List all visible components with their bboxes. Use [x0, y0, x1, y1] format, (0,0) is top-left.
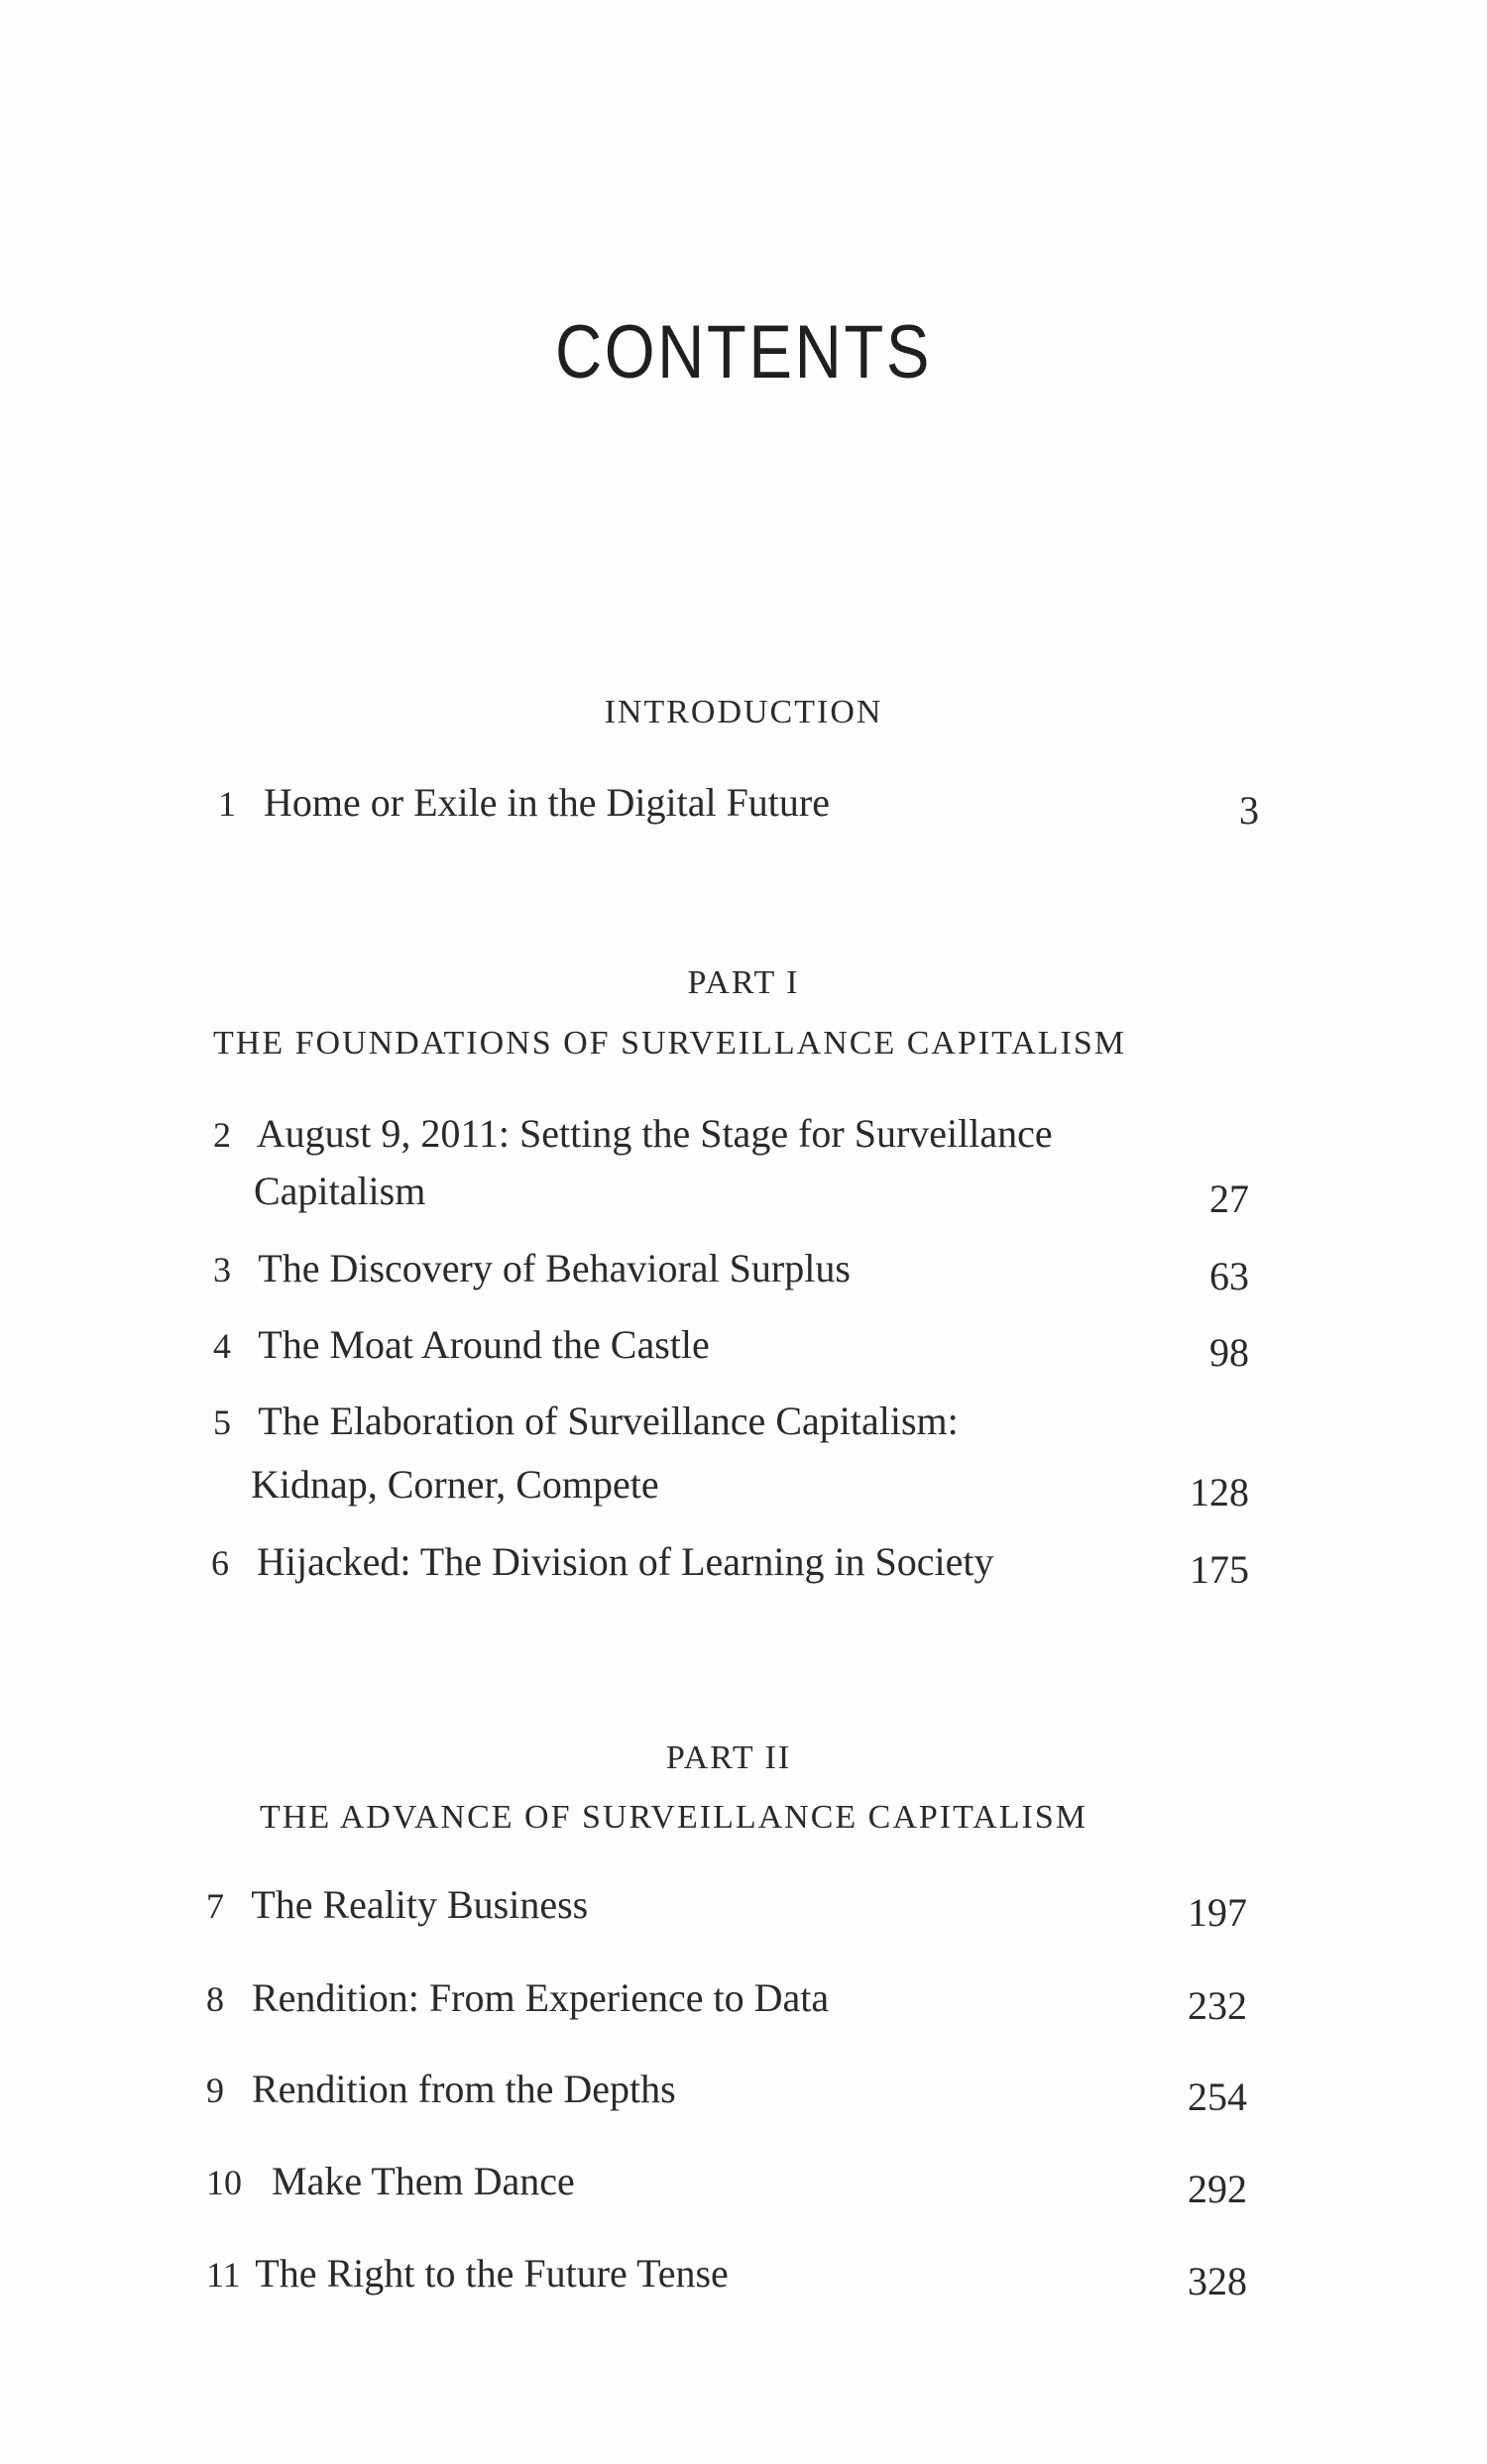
chapter-number: 6 — [211, 1543, 229, 1583]
toc-entry-9[interactable] — [206, 2066, 676, 2112]
chapter-number: 1 — [218, 784, 236, 824]
chapter-title: Rendition: From Experience to Data — [252, 1975, 830, 2020]
chapter-title: August 9, 2011: Setting the Stage for Surveillance — [256, 1111, 1053, 1156]
chapter-number: 5 — [213, 1402, 231, 1442]
chapter-page-number: 3 — [1239, 788, 1259, 833]
toc-entry-3[interactable] — [213, 1245, 851, 1291]
toc-entry-7[interactable] — [206, 1881, 588, 1928]
chapter-title: The Discovery of Behavioral Surplus — [258, 1246, 851, 1290]
chapter-page-number: 175 — [1190, 1547, 1249, 1592]
chapter-title: Hijacked: The Division of Learning in Society — [257, 1539, 994, 1584]
chapter-page-number: 27 — [1209, 1176, 1249, 1221]
toc-entry-5[interactable] — [213, 1398, 959, 1444]
part-label-2: PART II — [665, 1739, 792, 1776]
chapter-number: 2 — [213, 1115, 231, 1155]
toc-entry-6[interactable] — [211, 1538, 994, 1585]
chapter-number: 8 — [206, 1979, 224, 2019]
chapter-number: 11 — [206, 2255, 241, 2295]
part-label-1: PART I — [687, 964, 800, 1001]
toc-entry-2[interactable] — [213, 1110, 1053, 1157]
chapter-number: 3 — [213, 1250, 231, 1289]
chapter-title: The Elaboration of Surveillance Capitalism: — [258, 1399, 959, 1443]
chapter-page-number: 128 — [1190, 1470, 1249, 1514]
chapter-page-number: 197 — [1188, 1890, 1247, 1935]
part-heading-1: THE FOUNDATIONS OF SURVEILLANCE CAPITALISM — [213, 1025, 1127, 1062]
part-heading-2: THE ADVANCE OF SURVEILLANCE CAPITALISM — [260, 1799, 1087, 1836]
toc-entry-11[interactable] — [206, 2250, 729, 2296]
chapter-number: 4 — [213, 1326, 231, 1366]
chapter-page-number: 328 — [1188, 2259, 1247, 2303]
toc-entry-4[interactable] — [213, 1321, 710, 1368]
chapter-page-number: 292 — [1188, 2167, 1247, 2211]
chapter-page-number: 98 — [1209, 1330, 1249, 1375]
chapter-title: Make Them Dance — [272, 2159, 575, 2203]
chapter-number: 7 — [206, 1886, 224, 1926]
chapter-page-number: 63 — [1209, 1254, 1249, 1298]
chapter-title: Rendition from the Depths — [252, 2067, 676, 2111]
section-heading-introduction: INTRODUCTION — [604, 694, 883, 730]
chapter-title: Home or Exile in the Digital Future — [264, 780, 830, 825]
toc-entry-5-line-2: Kidnap, Corner, Compete — [251, 1462, 659, 1507]
toc-entry-2-line-2: Capitalism — [254, 1169, 426, 1213]
toc-entry-1[interactable] — [218, 779, 830, 826]
page-title: CONTENTS — [554, 310, 933, 394]
chapter-number: 9 — [206, 2071, 224, 2110]
chapter-title: The Right to the Future Tense — [255, 2251, 729, 2296]
chapter-title: The Reality Business — [251, 1882, 589, 1927]
chapter-title: The Moat Around the Castle — [258, 1322, 710, 1367]
chapter-page-number: 232 — [1188, 1983, 1247, 2028]
toc-entry-10[interactable] — [206, 2158, 575, 2204]
chapter-number: 10 — [206, 2163, 242, 2202]
toc-entry-8[interactable] — [206, 1974, 829, 2021]
chapter-page-number: 254 — [1188, 2074, 1247, 2119]
